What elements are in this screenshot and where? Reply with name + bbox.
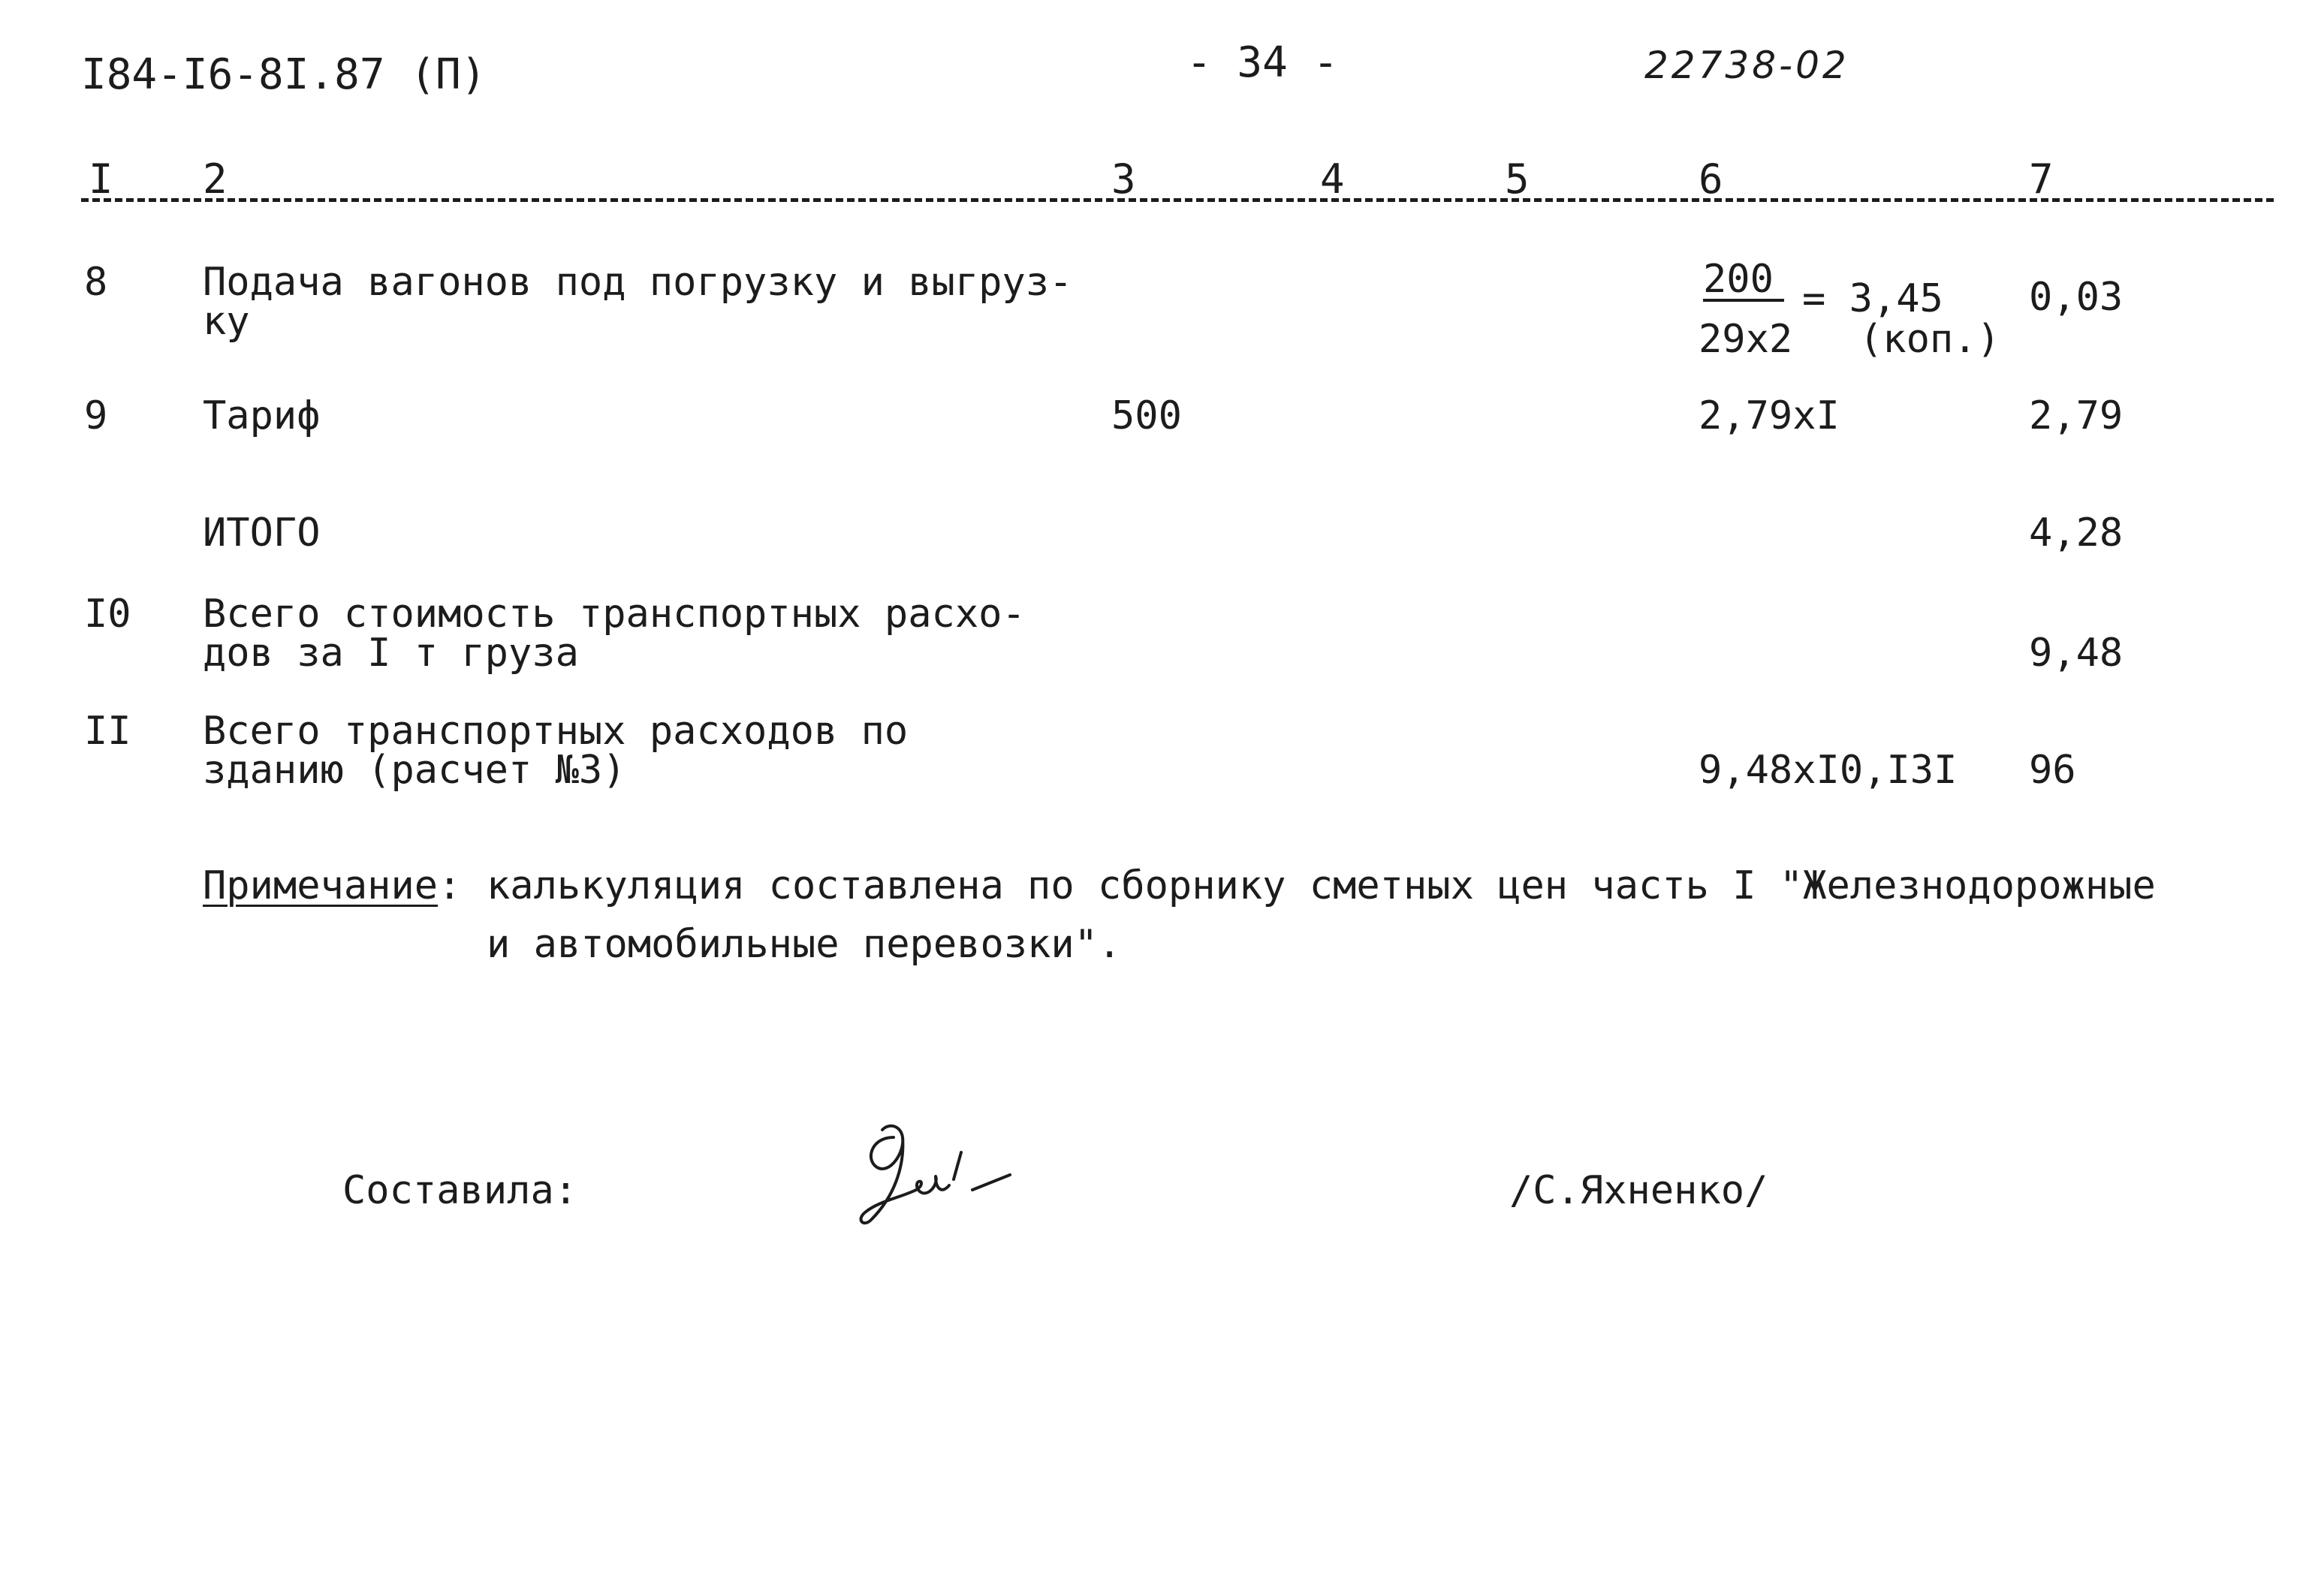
row-description-line: ку <box>203 299 250 344</box>
page-number: - 34 - <box>1186 38 1339 87</box>
row-col3-value: 500 <box>1111 393 1182 438</box>
dashed-rule <box>81 198 2274 202</box>
row-calc: 2,79xI <box>1699 393 1840 438</box>
row-total: 4,28 <box>2029 510 2124 556</box>
note-text-line: и автомобильные перевозки". <box>487 922 1122 967</box>
fraction-denominator: 29x2 <box>1699 317 1793 362</box>
row-description-line: Всего стоимость транспортных расхо- <box>203 592 1026 637</box>
column-number: 7 <box>2029 155 2054 203</box>
note-heading <box>203 863 462 908</box>
row-number: 9 <box>84 393 108 438</box>
row-number: I0 <box>84 592 131 637</box>
row-description-line: зданию (расчет №3) <box>203 748 626 793</box>
column-number: 2 <box>203 155 228 203</box>
note-text-line: калькуляция составлена по сборнику сметных цен часть I "Железнодорожные <box>487 863 2156 908</box>
column-number: 3 <box>1111 155 1136 203</box>
row-description-line: Всего транспортных расходов по <box>203 709 909 754</box>
row-number: II <box>84 709 131 754</box>
compiled-by-label: Составила: <box>342 1168 578 1213</box>
row-total: 96 <box>2029 748 2076 793</box>
note-colon: : <box>438 863 462 908</box>
column-number: 6 <box>1699 155 1723 203</box>
signer-name: /С.Яхненко/ <box>1509 1168 1768 1213</box>
fraction-bar <box>1703 299 1784 302</box>
handwritten-signature <box>849 1107 1029 1235</box>
calc-result: = 3,45 <box>1802 276 1943 321</box>
column-number: I <box>89 155 113 203</box>
row-total: 0,03 <box>2029 275 2124 320</box>
fraction-numerator: 200 <box>1703 257 1774 302</box>
row-description-line: дов за I т груза <box>203 631 579 676</box>
row-description-line: Тариф <box>203 393 321 438</box>
document-code: I84-I6-8I.87 (П) <box>81 50 487 99</box>
column-number: 4 <box>1320 155 1345 203</box>
note-label: Примечание <box>203 863 439 908</box>
row-total: 2,79 <box>2029 393 2124 438</box>
column-number: 5 <box>1505 155 1530 203</box>
row-total: 9,48 <box>2029 631 2124 676</box>
row-number: 8 <box>84 260 108 305</box>
row-description-line: Подача вагонов под погрузку и выгруз- <box>203 260 1073 305</box>
calc-unit: (коп.) <box>1859 317 2000 362</box>
inventory-number: 22738-02 <box>1644 44 1849 87</box>
row-calc: 9,48xI0,I3I <box>1699 748 1958 793</box>
row-description-line: ИТОГО <box>203 510 321 556</box>
